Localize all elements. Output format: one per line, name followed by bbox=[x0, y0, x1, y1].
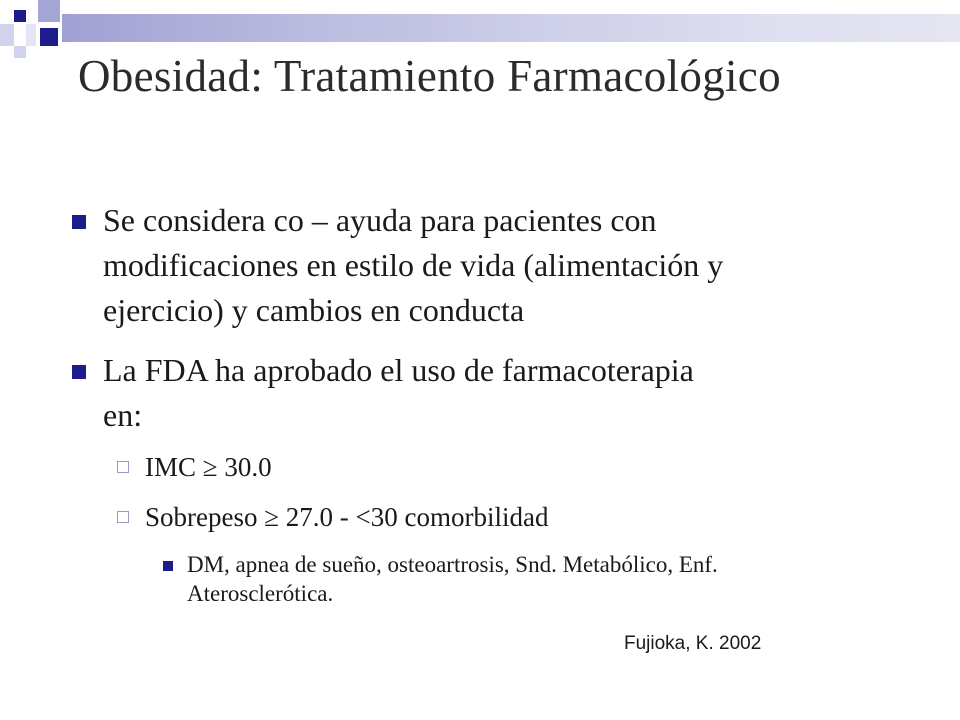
hollow-square-bullet-icon bbox=[117, 511, 129, 523]
slide-title: Obesidad: Tratamiento Farmacológico bbox=[78, 51, 781, 101]
sub-bullet-imc: IMC ≥ 30.0 bbox=[145, 452, 272, 482]
bullet-square-icon bbox=[72, 215, 86, 229]
bullet-square-icon bbox=[72, 365, 86, 379]
header-gradient-bar bbox=[62, 14, 960, 42]
corner-square-navy bbox=[14, 10, 26, 22]
corner-square-pale bbox=[0, 24, 14, 46]
bullet-2-line-2: en: bbox=[103, 397, 143, 433]
bullet-2-line-1: La FDA ha aprobado el uso de farmacoterapia bbox=[103, 352, 694, 388]
bullet-1-line-2: modificaciones en estilo de vida (alimentación y bbox=[103, 247, 724, 283]
bullet-1-line-3: ejercicio) y cambios en conducta bbox=[103, 292, 525, 328]
hollow-square-bullet-icon bbox=[117, 461, 129, 473]
corner-square-navy-2 bbox=[40, 28, 58, 46]
citation: Fujioka, K. 2002 bbox=[624, 633, 762, 654]
corner-square-light bbox=[26, 24, 36, 46]
corner-square-lavender bbox=[38, 0, 60, 22]
comorbidity-line-2: Aterosclerótica. bbox=[187, 581, 334, 606]
sub-bullet-sobrepeso: Sobrepeso ≥ 27.0 - <30 comorbilidad bbox=[145, 502, 549, 532]
bullet-1-line-1: Se considera co – ayuda para pacientes con bbox=[103, 202, 657, 238]
comorbidity-line-1: DM, apnea de sueño, osteoartrosis, Snd. Metabólico, Enf. bbox=[187, 552, 718, 577]
bullet-square-small-icon bbox=[163, 561, 173, 571]
corner-square-pale-2 bbox=[14, 46, 26, 58]
